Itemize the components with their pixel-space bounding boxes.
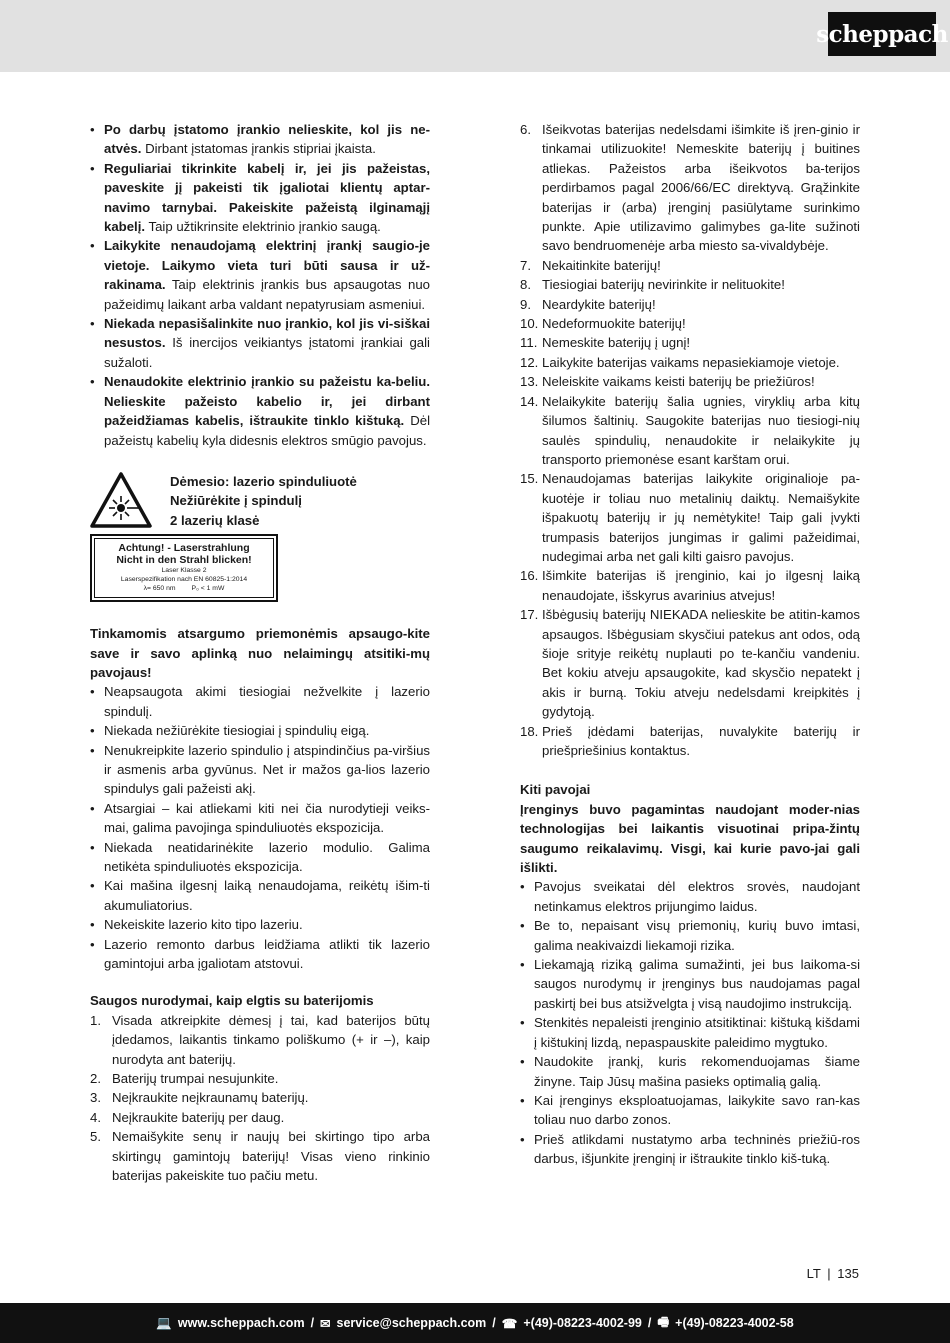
list-item: • Niekada nežiūrėkite tiesiogiai į spindulių eigą. [90, 721, 430, 740]
list-item: • Niekada nepasišalinkite nuo įrankio, kol jis vi-siškai nesustos. Iš inercijos veikiantys įstatomi įrankiai gali sužaloti. [90, 314, 430, 372]
scheppach-logo: scheppach [828, 12, 936, 56]
list-item: 12. Laikykite baterijas vaikams nepasiekiamoje vietoje. [520, 354, 840, 370]
page-footer [0, 1303, 950, 1343]
laser-line-2: Nežiūrėkite į spindulį [170, 493, 302, 509]
list-item: • Naudokite įrankį, kuris rekomenduojamas šiame žinyne. Taip Jūsų mašina pasieks optimalią galią. [520, 1052, 860, 1091]
page-num: 135 [837, 1266, 859, 1281]
website-link[interactable]: www.scheppach.com [177, 1316, 305, 1330]
label-class: Laser Klasse 2 [161, 567, 207, 575]
list-item: • Nenaudokite elektrinio įrankio su pažeistu ka-beliu. Nelieskite pažeisto kabelio ir, jei dirbant pažeidžiamas kabelis, ištraukite tinklo kištuką. Dėl pažeistų kabelių kyla didesnis elektros smūgio pavojus. [90, 372, 430, 450]
list-item: 6. Išeikvotas baterijas nedelsdami išimkite iš įren-ginio ir tinkamai utilizuokite! Nemeskite baterijų į buitines atliekas. Pažeistos arba išeikvotos ba-terijos perdirbamos pagal 2006/66/EC direktyvą. Grąžinkite baterijas ir (arba) įrenginį pasiūlytame surinkimo punkte. Apie utilizavimo galimybes ga-lite sužinoti savo bendruomenėje arba miesto sa-vivaldybėje. [520, 122, 860, 254]
list-item: • Prieš atlikdami nustatymo arba techninės priežiū-ros darbus, išjunkite įrenginį ir ištraukite tinklo kiš-tuką. [520, 1130, 860, 1169]
page-number: LT | 135 [806, 1266, 859, 1281]
list-item: 15. Nenaudojamas baterijas laikykite originalioje pa-kuotėje ir toliau nuo metalinių daiktų. Nemaišykite išpakuotų baterijų ir jų nemėtykite! Taip gali įvykti trumpasis baterijos jungimas ir galimi pažeidimai, nudegimai arba net gali kilti gaisro pavojus. [520, 471, 860, 564]
laser-intro: Tinkamomis atsargumo priemonėmis apsaugo-kite save ir savo aplinką nuo nelaimingų atsitiki-mų pavojaus! [90, 626, 430, 680]
list-item: 9. Neardykite baterijų! [520, 296, 656, 312]
page-header [0, 0, 950, 72]
safety-bullets [90, 120, 430, 450]
list-item: 16. Išimkite baterijas iš įrenginio, kai jo ilgesnį laiką nenaudojate, išskyrus avarinius atvejus! [520, 568, 860, 603]
laser-class-label [90, 534, 278, 602]
list-item: • Nenukreipkite lazerio spindulio į atspindinčius pa-viršius ir asmenis arba gyvūnus. Net ir mažos ga-lios lazerio spindulys gali pažeisti akį. [90, 741, 430, 799]
list-item: 10. Nedeformuokite baterijų! [520, 316, 686, 332]
phone-number: +(49)-08223-4002-99 [523, 1316, 642, 1330]
battery-heading: Saugos nurodymai, kaip elgtis su baterijomis [90, 993, 374, 1009]
list-item: • Be to, nepaisant visų priemonių, kurių buvo imtasi, galima neakivaizdi liekamoji rizika. [520, 916, 860, 955]
left-column [90, 120, 430, 1186]
battery-list [90, 1011, 430, 1186]
fax-number: +(49)-08223-4002-58 [675, 1316, 794, 1330]
laser-warning [90, 472, 430, 602]
list-item: 11. Nemeskite baterijų į ugnį! [520, 335, 691, 351]
list-item: • Atsargiai – kai atliekami kiti nei čia nurodytieji veiks-mai, galima pavojinga spinduliuotės ekspozicija. [90, 799, 430, 838]
list-item: 3. Neįkraukite neįkraunamų baterijų. [90, 1090, 309, 1106]
list-item: • Po darbų įstatomo įrankio nelieskite, kol jis ne-atvės. Dirbant įstatomas įrankis stipriai įkaista. [90, 120, 430, 159]
laser-bullets [90, 682, 430, 973]
email-link[interactable]: service@scheppach.com [336, 1316, 487, 1330]
list-item: 18. Prieš įdėdami baterijas, nuvalykite baterijų ir priešpriešinius kontaktus. [520, 723, 860, 758]
mail-icon: ✉ [320, 1316, 331, 1331]
list-item: • Lazerio remonto darbus leidžiama atlikti tik lazerio gamintojui arba įgaliotam atstovui. [90, 935, 430, 974]
other-hazards-heading: Kiti pavojai [520, 782, 591, 798]
label-spec: Laserspezifikation nach EN 60825-1:2014 [120, 576, 248, 584]
list-item: • Kai įrenginys eksploatuojamas, laikykite savo ran-kas toliau nuo darbo zonos. [520, 1091, 860, 1130]
label-title: Achtung! - Laserstrahlung [118, 542, 250, 555]
label-warning: Nicht in den Strahl blicken! [116, 554, 252, 567]
separator: / [647, 1316, 652, 1330]
battery-list-continued [520, 120, 860, 760]
other-hazards-intro: Įrenginys buvo pagamintas naudojant moder-nias technologijas bei laikantis visuotinai pripa-žintų saugumo reikalavimų. Visgi, kai kurie pavo-jai gali išlikti. [520, 801, 860, 876]
list-item: 8. Tiesiogiai baterijų nevirinkite ir nelituokite! [520, 277, 785, 293]
list-item: 5. Nemaišykite senų ir naujų bei skirtingo tipo arba skirtingų gamintojų baterijų! Visas vieno rinkinio baterijas pakeiskite tuo pačiu metu. [90, 1129, 430, 1184]
separator: / [492, 1316, 496, 1330]
laser-line-1: Dėmesio: lazerio spinduliuotė [170, 473, 357, 489]
list-item: • Liekamąją riziką galima sumažinti, jei bus laikoma-si saugos nurodymų ir įrenginys bus naudojamas pagal paskirtį bei bus atsižvelgta į visą naudojimo instrukciją. [520, 955, 860, 1013]
separator: / [310, 1316, 315, 1330]
list-item: • Pavojus sveikatai dėl elektros srovės, naudojant netinkamus elektros prijungimo laidus. [520, 877, 860, 916]
label-wavelength: λ= 650 nm [143, 585, 176, 593]
list-item: • Niekada neatidarinėkite lazerio modulio. Galima netikėta spinduliuotės ekspozicija. [90, 838, 430, 877]
laser-warning-icon [90, 472, 152, 528]
list-item: 17. Išbėgusių baterijų NIEKADA nelieskite be atitin-kamos apsaugos. Išbėgusiam skysčiui patekus ant odos, odą šioje srityje reikėtų nuplauti po te-kančiu vandeniu. Bet kokiu atveju apsaugokite, kad skysčio nepatekt į akis ir burną. Tokiu atveju nedelsdami kreipkitės į gydytoją. [520, 607, 860, 720]
list-item: 7. Nekaitinkite baterijų! [520, 257, 661, 273]
label-power: P₀ < 1 mW [191, 585, 225, 593]
phone-icon: ☎ [501, 1316, 518, 1331]
other-hazards-list [520, 877, 860, 1168]
list-item: • Laikykite nenaudojamą elektrinį įrankį saugio-je vietoje. Laikymo vieta turi būti sausa ir už-rakinama. Taip elektrinis įrankis bus apsaugotas nuo pažeidimų laikant arba valdant nepatyrusiam asmeniui. [90, 236, 430, 314]
computer-icon: 💻 [156, 1315, 172, 1330]
list-item: 2. Baterijų trumpai nesujunkite. [90, 1071, 279, 1087]
list-item: • Neapsaugota akimi tiesiogiai nežvelkite į lazerio spindulį. [90, 682, 430, 721]
right-column [520, 120, 860, 1169]
list-item: • Stenkitės nepaleisti įrenginio atsitiktinai: kištuką kišdami į kištukinį lizdą, nepaspauskite paleidimo mygtuko. [520, 1013, 860, 1052]
list-item: • Kai mašina ilgesnį laiką nenaudojama, reikėtų išim-ti akumuliatorius. [90, 876, 430, 915]
list-item: 13. Neleiskite vaikams keisti baterijų be priežiūros! [520, 374, 815, 390]
list-item: 4. Neįkraukite baterijų per daug. [90, 1109, 285, 1125]
fax-icon: 🖷 [657, 1314, 670, 1329]
list-item: • Nekeiskite lazerio kito tipo lazeriu. [90, 915, 430, 934]
laser-line-3: 2 lazerių klasė [170, 512, 260, 528]
page-lang: LT [806, 1266, 821, 1281]
list-item: 1. Visada atkreipkite dėmesį į tai, kad baterijos būtų įdedamos, laikantis tinkamo poliškumo (+ ir –), kaip nurodyta ant baterijų. [90, 1012, 430, 1067]
list-item: 14. Nelaikykite baterijų šalia ugnies, viryklių arba kitų šilumos šaltinių. Saugokite baterijas nuo tiesiogi-nių saulės spindulių, nenaudokite ir nelaikykite jų transporto priemonėse esant karštam orui. [520, 393, 860, 467]
list-item: • Reguliariai tikrinkite kabelį ir, jei jis pažeistas, paveskite jį pakeisti tik įgaliotai klientų aptar-navimo tarnybai. Pakeiskite pažeistą ilginamąjį kabelį. Taip užtikrinsite elektrinio įrankio saugą. [90, 159, 430, 237]
